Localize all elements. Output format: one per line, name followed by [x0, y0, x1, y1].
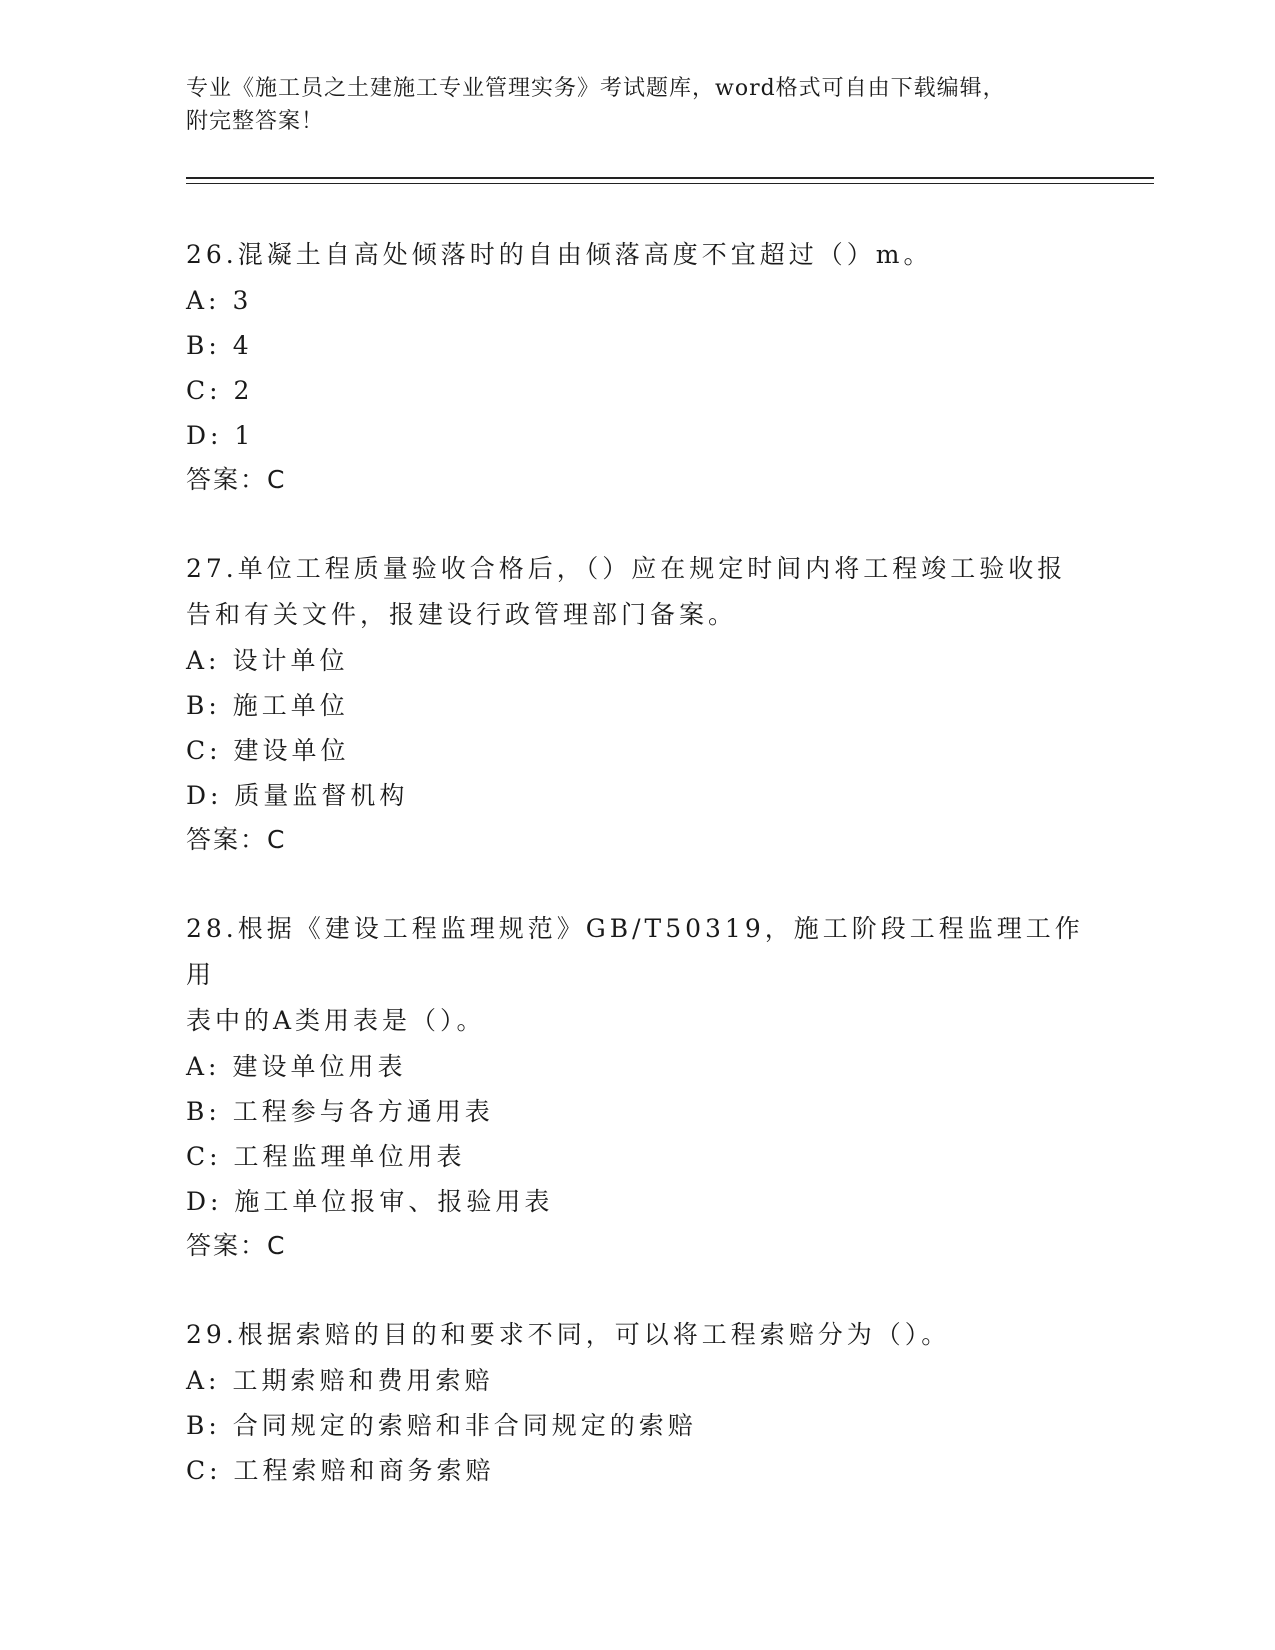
header-divider-thin: [186, 183, 1154, 184]
header-line-2: 附完整答案！: [186, 109, 325, 134]
option-c: [186, 728, 1086, 773]
option-text: 4: [232, 331, 253, 360]
option-a: [186, 638, 1086, 683]
question-stem: 26.混凝土自高处倾落时的自由倾落高度不宜超过（）m。: [186, 240, 933, 269]
option-text: 施工单位报审、报验用表: [234, 1187, 554, 1216]
option-d: [186, 773, 1086, 818]
option-text: 施工单位: [232, 691, 349, 720]
option-text: 工程参与各方通用表: [232, 1097, 494, 1126]
option-text: 设计单位: [232, 646, 349, 675]
header-line-1: 专业《施工员之土建施工专业管理实务》考试题库，word格式可自由下载编辑，: [186, 76, 1006, 101]
answer-line: [186, 458, 1086, 502]
question-stem-continued: 告和有关文件，报建设行政管理部门备案。: [186, 600, 738, 629]
answer-value: C: [267, 465, 287, 494]
option-d: [186, 1179, 1086, 1224]
option-key: C:: [186, 736, 222, 765]
option-key: D:: [186, 1187, 223, 1216]
option-text: 建设单位用表: [232, 1052, 407, 1081]
answer-value: C: [267, 1231, 287, 1260]
option-a: [186, 1358, 1086, 1403]
option-text: 工期索赔和费用索赔: [232, 1366, 494, 1395]
question-stem: 28.根据《建设工程监理规范》GB/T50319，施工阶段工程监理工作用: [186, 914, 1084, 989]
option-a: [186, 278, 1086, 323]
header-divider-thick: [186, 177, 1154, 179]
option-key: C:: [186, 376, 222, 405]
option-key: B:: [186, 1097, 221, 1126]
option-key: B:: [186, 691, 221, 720]
answer-label: 答案：: [186, 465, 268, 494]
answer-line: [186, 1224, 1086, 1268]
option-text: 合同规定的索赔和非合同规定的索赔: [232, 1411, 697, 1440]
answer-line: [186, 818, 1086, 862]
option-key: C:: [186, 1456, 222, 1485]
question-28: [186, 906, 1086, 1268]
option-key: B:: [186, 331, 221, 360]
option-text: 工程监理单位用表: [233, 1142, 466, 1171]
question-stem: 27.单位工程质量验收合格后，（）应在规定时间内将工程竣工验收报: [186, 554, 1067, 583]
document-header: [186, 72, 1086, 138]
option-key: A:: [186, 1366, 221, 1395]
option-key: A:: [186, 286, 221, 315]
option-b: [186, 323, 1086, 368]
answer-label: 答案：: [186, 825, 268, 854]
option-key: D:: [186, 421, 223, 450]
option-text: 建设单位: [233, 736, 350, 765]
question-list: [186, 232, 1086, 1537]
question-stem-continued: 表中的A类用表是（）。: [186, 1006, 486, 1035]
option-key: A:: [186, 646, 221, 675]
option-c: [186, 1134, 1086, 1179]
option-text: 2: [233, 376, 254, 405]
option-a: [186, 1044, 1086, 1089]
option-key: B:: [186, 1411, 221, 1440]
option-text: 3: [232, 286, 253, 315]
option-c: [186, 368, 1086, 413]
option-b: [186, 1403, 1086, 1448]
question-26: [186, 232, 1086, 502]
option-b: [186, 1089, 1086, 1134]
option-key: A:: [186, 1052, 221, 1081]
answer-value: C: [267, 825, 287, 854]
option-c: [186, 1448, 1086, 1493]
option-b: [186, 683, 1086, 728]
answer-label: 答案：: [186, 1231, 268, 1260]
option-key: D:: [186, 781, 223, 810]
option-text: 质量监督机构: [234, 781, 409, 810]
question-stem: 29.根据索赔的目的和要求不同，可以将工程索赔分为（）。: [186, 1320, 951, 1349]
option-d: [186, 413, 1086, 458]
question-27: [186, 546, 1086, 862]
option-text: 工程索赔和商务索赔: [233, 1456, 495, 1485]
option-key: C:: [186, 1142, 222, 1171]
option-text: 1: [234, 421, 255, 450]
question-29: [186, 1312, 1086, 1493]
